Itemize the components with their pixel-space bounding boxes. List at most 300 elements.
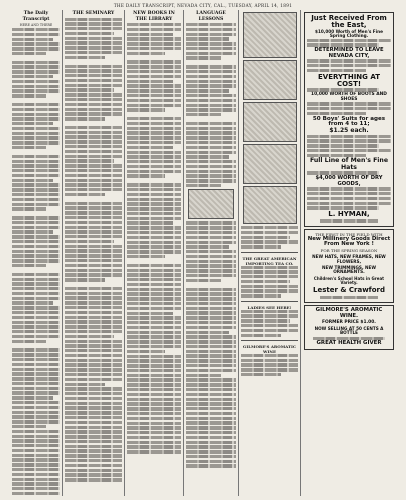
text-line: [65, 211, 122, 214]
text-line: [12, 425, 46, 428]
text-line: [127, 292, 181, 295]
wine-ad-box: [304, 305, 394, 350]
text-line: [127, 264, 181, 267]
text-line: [65, 330, 122, 333]
text-line: [65, 216, 122, 219]
text-line: [65, 88, 114, 91]
text-line: [186, 250, 236, 253]
text-line: [241, 359, 298, 362]
text-line: [127, 212, 181, 215]
text-line: [12, 340, 46, 343]
text-line: [65, 56, 105, 59]
text-line: [127, 355, 181, 358]
text-line: [12, 33, 60, 36]
text-line: [186, 364, 236, 367]
text-line: [186, 288, 236, 291]
text-line: [307, 69, 366, 72]
text-line: [65, 464, 122, 467]
text-line: [127, 231, 181, 234]
text-line: [12, 391, 60, 394]
text-line: [127, 340, 181, 343]
text-line: [186, 321, 236, 324]
text-line: [127, 407, 181, 410]
text-line: [127, 33, 173, 36]
text-line: [12, 136, 60, 139]
text-line: [186, 165, 236, 168]
text-line: [12, 292, 60, 295]
text-line: [186, 170, 236, 173]
text-line: [307, 202, 391, 205]
text-line: [127, 364, 181, 367]
text-line: [320, 219, 379, 222]
text-line: [12, 430, 60, 433]
text-line: [12, 198, 60, 201]
text-line: [186, 89, 229, 92]
ad-headline-4: EVERYTHING AT COST!: [318, 72, 380, 88]
text-line: [12, 155, 60, 158]
engraving-1: [243, 12, 297, 58]
text-line: [12, 28, 60, 31]
text-line: [12, 38, 53, 41]
text-line: [65, 41, 122, 44]
text-line: [186, 23, 236, 26]
text-line: [12, 117, 60, 120]
text-line: [186, 47, 236, 50]
text-line: [12, 482, 60, 485]
text-line: [12, 321, 60, 324]
text-line: [12, 94, 46, 97]
text-line: [127, 80, 173, 83]
text-line: [186, 155, 229, 158]
column-3-body: [127, 23, 181, 454]
text-line: [127, 331, 181, 334]
text-line: [65, 103, 122, 106]
column-3: [127, 10, 181, 496]
column-rule: [124, 10, 125, 496]
text-line: [241, 294, 281, 297]
text-line: [127, 37, 181, 40]
text-line: [12, 273, 60, 276]
text-line: [186, 108, 236, 111]
text-line: [127, 94, 181, 97]
text-line: [65, 411, 122, 414]
text-line: [186, 136, 236, 139]
text-line: [186, 374, 221, 377]
text-line: [127, 398, 181, 401]
text-line: [65, 159, 114, 162]
text-line: [12, 203, 60, 206]
text-line: [241, 319, 290, 322]
engraving-4: [243, 144, 297, 184]
text-line: [12, 348, 60, 351]
text-line: [127, 226, 181, 229]
text-line: [186, 445, 236, 448]
text-line: [186, 226, 236, 229]
text-line: [186, 302, 236, 305]
ad-headline-9: $4,000 WORTH OF DRY GOODS,: [315, 175, 383, 187]
text-line: [127, 412, 181, 415]
hyman-ad-box: [304, 12, 394, 227]
text-line: [65, 145, 122, 148]
text-line: [127, 345, 181, 348]
text-line: [186, 354, 236, 357]
text-line: [241, 245, 281, 248]
text-line: [186, 297, 236, 300]
ladies-ad: LADIES SEE HERE!: [247, 304, 292, 310]
text-line: [186, 84, 236, 87]
text-line: [12, 316, 60, 319]
text-line: [12, 335, 60, 338]
text-line: [12, 207, 46, 210]
text-line: [12, 146, 46, 149]
text-line: [65, 354, 122, 357]
text-line: [65, 51, 122, 54]
text-line: [241, 354, 298, 357]
text-line: [65, 445, 122, 448]
text-line: [65, 245, 122, 248]
wine-line-3: NOW SELLING AT 50 CENTS A BOTTLE: [314, 325, 384, 336]
text-line: [65, 183, 122, 186]
text-line: [65, 320, 122, 323]
text-line: [127, 221, 173, 224]
text-line: [65, 397, 122, 400]
text-line: [65, 27, 122, 30]
text-line: [127, 241, 181, 244]
text-line: [186, 455, 236, 458]
text-line: [186, 378, 236, 381]
text-line: [127, 141, 181, 144]
text-line: [12, 372, 60, 375]
text-line: [186, 426, 236, 429]
text-line: [12, 89, 60, 92]
text-line: [127, 104, 181, 107]
ad-headline-2: $10,000 Worth of Men's Fine Spring Clothing.: [315, 28, 383, 39]
text-line: [65, 387, 122, 390]
text-line: [127, 84, 181, 87]
text-line: [241, 324, 298, 327]
text-line: [186, 37, 229, 40]
text-line: [65, 454, 122, 457]
column-1-heading: The Daily Transcript: [22, 11, 50, 22]
hyman-advertisement: [302, 10, 396, 496]
text-line: [241, 226, 298, 229]
text-line: [186, 307, 236, 310]
text-line: [307, 43, 379, 46]
text-line: [307, 187, 391, 190]
text-line: [65, 202, 122, 205]
text-line: [127, 42, 181, 45]
text-line: [65, 435, 122, 438]
text-line: [127, 198, 181, 201]
text-line: [65, 287, 122, 290]
tea-company-ad: THE GREAT AMERICAN IMPORTING TEA CO.: [242, 255, 297, 266]
text-line: [241, 289, 298, 292]
text-line: [186, 350, 236, 353]
column-4: [186, 10, 236, 496]
text-line: [127, 383, 181, 386]
text-line: [12, 264, 46, 267]
text-line: [186, 369, 236, 372]
text-line: [12, 396, 53, 399]
text-line: [12, 449, 60, 452]
millinery-signature: Lester & Crawford: [313, 286, 385, 295]
text-line: [186, 441, 236, 444]
text-line: [65, 301, 122, 304]
text-line: [65, 473, 122, 476]
text-line: [12, 368, 60, 371]
text-line: [12, 169, 60, 172]
text-line: [65, 169, 122, 172]
text-line: [127, 127, 181, 130]
text-line: [65, 226, 122, 229]
text-line: [127, 188, 181, 191]
text-line: [241, 266, 298, 269]
column-4-body: [186, 23, 236, 468]
text-line: [65, 174, 122, 177]
text-line: [186, 241, 236, 244]
ad-headline-8: Full Line of Men's Fine Hats: [309, 157, 389, 171]
text-line: [127, 350, 165, 353]
text-line: [186, 407, 236, 410]
engraving-3: [243, 102, 297, 142]
text-line: [307, 39, 391, 42]
text-line: [65, 335, 114, 338]
text-line: [65, 193, 105, 196]
text-line: [307, 135, 391, 138]
text-line: [65, 37, 122, 40]
text-line: [65, 221, 122, 224]
text-line: [12, 164, 60, 167]
text-line: [127, 393, 181, 396]
text-line: [186, 80, 236, 83]
text-line: [307, 102, 391, 105]
text-line: [65, 478, 122, 481]
text-line: [12, 80, 60, 83]
text-line: [241, 270, 298, 273]
text-line: [127, 312, 173, 315]
text-line: [12, 160, 60, 163]
text-line: [127, 52, 165, 55]
text-line: [313, 337, 385, 340]
text-line: [65, 22, 122, 25]
text-line: [186, 146, 236, 149]
text-line: [12, 250, 60, 253]
text-line: [12, 193, 60, 196]
text-line: [127, 207, 181, 210]
text-line: [65, 430, 122, 433]
text-line: [186, 421, 236, 424]
text-line: [65, 264, 122, 267]
text-line: [65, 108, 122, 111]
text-line: [241, 363, 298, 366]
aromatic-wine-small-ad: GILMORE'S AROMATIC WINE: [242, 343, 297, 354]
text-line: [12, 254, 60, 257]
text-line: [307, 206, 379, 209]
text-line: [127, 23, 181, 26]
masthead: THE DAILY TRANSCRIPT, NEVADA CITY, CAL., TUESDAY, APRIL 14, 1891: [113, 3, 293, 8]
column-1-body: [12, 28, 60, 496]
text-line: [127, 217, 181, 220]
text-line: [65, 240, 114, 243]
text-line: [65, 306, 122, 309]
text-line: [65, 368, 122, 371]
text-line: [127, 151, 181, 154]
text-line: [65, 278, 105, 281]
text-line: [186, 33, 236, 36]
text-line: [65, 32, 114, 35]
text-line: [12, 468, 60, 471]
text-line: [186, 127, 236, 130]
text-line: [12, 330, 60, 333]
text-line: [186, 340, 236, 343]
text-line: [65, 249, 122, 252]
text-line: [12, 454, 60, 457]
text-line: [127, 359, 181, 362]
text-line: [186, 436, 236, 439]
millinery-line-1: THE FIRST IN THE FIELD WITH: [315, 231, 383, 237]
text-line: [65, 416, 122, 419]
text-line: [127, 436, 181, 439]
cartoon-illustration: [188, 189, 234, 219]
text-line: [12, 240, 60, 243]
text-line: [307, 197, 391, 200]
text-line: [186, 393, 236, 396]
text-line: [65, 440, 122, 443]
text-line: [127, 283, 181, 286]
text-line: [127, 99, 181, 102]
text-line: [65, 206, 122, 209]
text-line: [12, 61, 60, 64]
text-line: [241, 314, 298, 317]
text-line: [12, 487, 60, 490]
text-line: [12, 221, 60, 224]
text-line: [127, 165, 181, 168]
text-line: [12, 259, 60, 262]
text-line: [307, 107, 391, 110]
column-3-heading: NEW BOOKS IN THE LIBRARY: [133, 11, 175, 22]
text-line: [12, 113, 60, 116]
text-line: [12, 65, 60, 68]
text-line: [186, 331, 229, 334]
text-line: [65, 273, 122, 276]
text-line: [127, 89, 181, 92]
text-line: [12, 122, 53, 125]
text-line: [12, 301, 53, 304]
column-2: [65, 10, 122, 496]
text-line: [65, 392, 122, 395]
text-line: [127, 75, 181, 78]
text-line: [127, 146, 173, 149]
text-line: [127, 450, 181, 453]
text-line: [12, 141, 60, 144]
text-line: [65, 449, 122, 452]
text-line: [65, 259, 122, 262]
text-line: [186, 141, 236, 144]
text-line: [186, 75, 236, 78]
millinery-line-5: NEW TRIMMINGS, NEW ORNAMENTS.: [322, 264, 376, 275]
text-line: [241, 236, 290, 239]
text-line: [127, 326, 181, 329]
text-line: [127, 117, 181, 120]
text-line: [186, 99, 236, 102]
text-line: [127, 28, 181, 31]
text-line: [65, 126, 122, 129]
text-line: [127, 388, 181, 391]
text-line: [65, 230, 122, 233]
text-line: [65, 179, 122, 182]
text-line: [186, 221, 236, 224]
text-line: [65, 459, 122, 462]
text-line: [186, 131, 236, 134]
text-line: [127, 155, 181, 158]
text-line: [12, 85, 60, 88]
text-line: [186, 65, 236, 68]
text-line: [307, 139, 391, 142]
text-line: [186, 359, 236, 362]
ad-headline-5: 10,000 WORTH OF BOOTS AND SHOES: [311, 91, 387, 102]
text-line: [12, 287, 60, 290]
text-line: [65, 74, 122, 77]
text-line: [12, 420, 60, 423]
text-line: [12, 188, 60, 191]
text-line: [12, 297, 60, 300]
text-line: [186, 179, 236, 182]
text-line: [127, 307, 181, 310]
text-line: [307, 192, 391, 195]
text-line: [186, 174, 236, 177]
text-line: [186, 113, 221, 116]
text-line: [127, 402, 181, 405]
text-line: [12, 458, 60, 461]
text-line: [12, 463, 60, 466]
text-line: [186, 402, 236, 405]
text-line: [127, 174, 165, 177]
text-line: [12, 278, 60, 281]
text-line: [65, 340, 122, 343]
text-line: [12, 478, 60, 481]
text-line: [65, 65, 122, 68]
text-line: [127, 60, 181, 63]
text-line: [186, 450, 236, 453]
text-line: [127, 193, 181, 196]
text-line: [186, 42, 236, 45]
text-line: [307, 154, 366, 157]
text-line: [186, 431, 236, 434]
text-line: [12, 132, 60, 135]
millinery-line-4: NEW HATS, NEW FRAMES, NEW FLOWERS,: [312, 254, 386, 264]
text-line: [127, 374, 181, 377]
text-line: [65, 325, 122, 328]
text-line: [127, 422, 181, 425]
text-line: [186, 412, 236, 415]
text-line: [65, 254, 122, 257]
text-line: [65, 426, 122, 429]
text-line: [127, 255, 165, 258]
ad-headline-6: 50 Boys' Suits for ages from 4 to 11;: [312, 115, 386, 128]
text-line: [12, 444, 60, 447]
text-line: [12, 406, 60, 409]
text-line: [307, 144, 379, 147]
text-line: [186, 326, 236, 329]
text-line: [127, 278, 181, 281]
text-line: [65, 349, 122, 352]
wine-line-2: FORMER PRICE $1.00.: [322, 320, 376, 326]
text-line: [65, 406, 122, 409]
text-line: [186, 264, 236, 267]
text-line: [65, 84, 122, 87]
text-line: [12, 435, 60, 438]
text-line: [186, 52, 236, 55]
